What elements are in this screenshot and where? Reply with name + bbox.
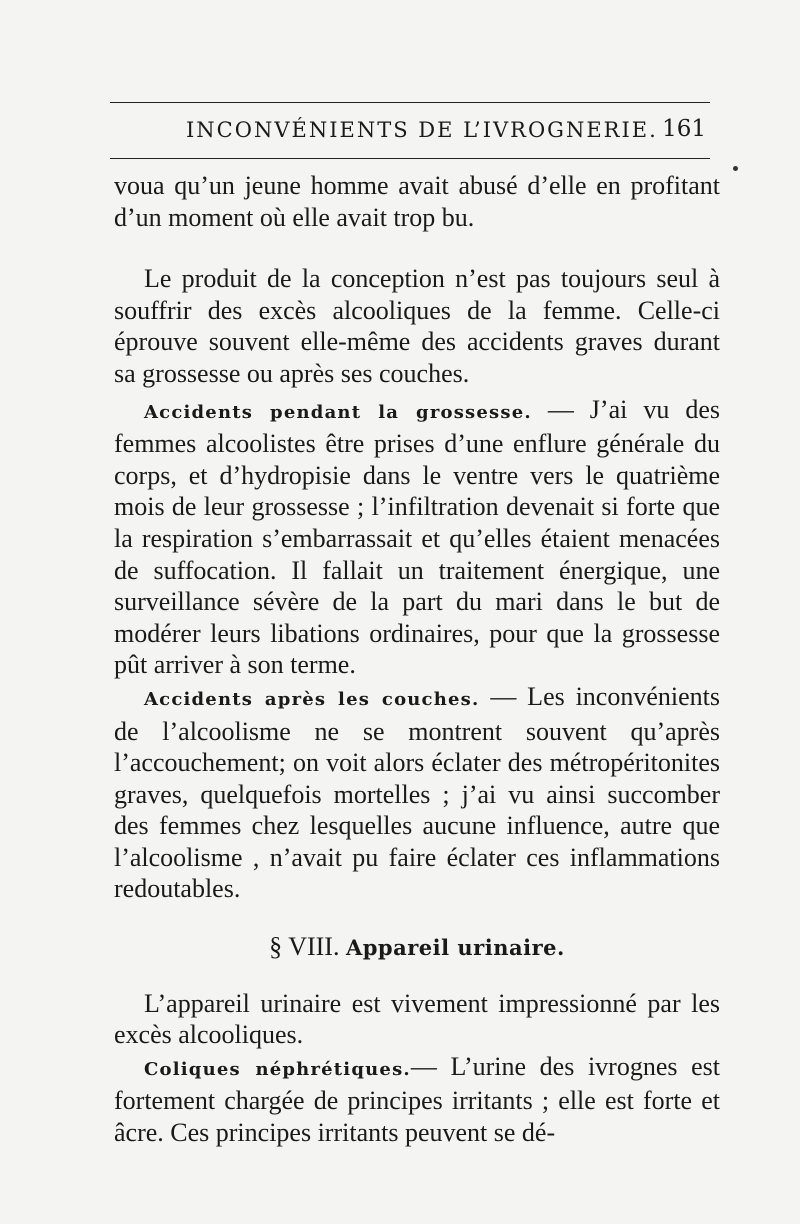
paragraph-continuation: voua qu’un jeune homme avait abusé d’elle en profitant d’un moment où elle avait trop bu.	[114, 171, 720, 232]
running-title: INCONVÉNIENTS DE L’IVROGNERIE.	[186, 118, 658, 142]
run-in-heading-colic: Coliques néphrétiques.	[144, 1058, 411, 1080]
paragraph-postpartum-accidents	[114, 681, 720, 905]
paragraph-gap	[114, 233, 720, 263]
section-heading	[114, 931, 720, 964]
running-header	[110, 116, 710, 150]
page-number: 161	[662, 116, 706, 142]
paragraph-pregnancy-accidents	[114, 394, 720, 681]
paragraph-postpartum-text: — Les inconvénients de l’alcoolisme ne se montrent souvent qu’après l’accouchement; on voit alors éclater des métropéritonites graves, quelquefois mortelles ; j’ai vu ainsi succomber des femmes chez lesquelles aucune influence, autre que l’alcoolisme , n’avait pu faire éclater ces inflammations redoutables.	[114, 681, 720, 904]
paragraph-conception: Le produit de la conception n’est pas toujours seul à souffrir des excès alcooliques de la femme. Celle-ci éprouve souvent elle-même des accidents graves durant sa grossesse ou après ses couches.	[114, 264, 720, 388]
ink-speck	[733, 166, 738, 171]
section-number: § VIII.	[269, 932, 340, 962]
run-in-heading-pregnancy: Accidents pendant la grossesse.	[144, 401, 532, 423]
section-title: Appareil urinaire.	[345, 935, 565, 961]
paragraph-colic-text: — L’urine des ivrognes est fortement chargée de principes irritants ; elle est forte et âcre. Ces principes irritants peuvent se dé-	[114, 1051, 720, 1148]
header-bottom-rule	[110, 158, 710, 159]
paragraph-pregnancy-text: — J’ai vu des femmes alcoolistes être prises d’une enflure générale du corps, et d’hydropisie dans le ventre vers le quatrième mois de leur grossesse ; l’infiltration devenait si forte que la respiration s’embarrassait et qu’elles étaient menacées de suffocation. Il fallait un traitement énergique, une surveillance sévère de la part du mari dans le but de modérer leurs libations ordinaires, pour que la grossesse pût arriver à son terme.	[114, 394, 720, 680]
paragraph-urinary: L’appareil urinaire est vivement impressionné par les excès alcooliques.	[114, 988, 720, 1050]
run-in-heading-postpartum: Accidents après les couches.	[144, 688, 480, 710]
paragraph-colic	[114, 1051, 720, 1149]
body-text	[114, 170, 720, 1149]
header-top-rule	[110, 102, 710, 103]
